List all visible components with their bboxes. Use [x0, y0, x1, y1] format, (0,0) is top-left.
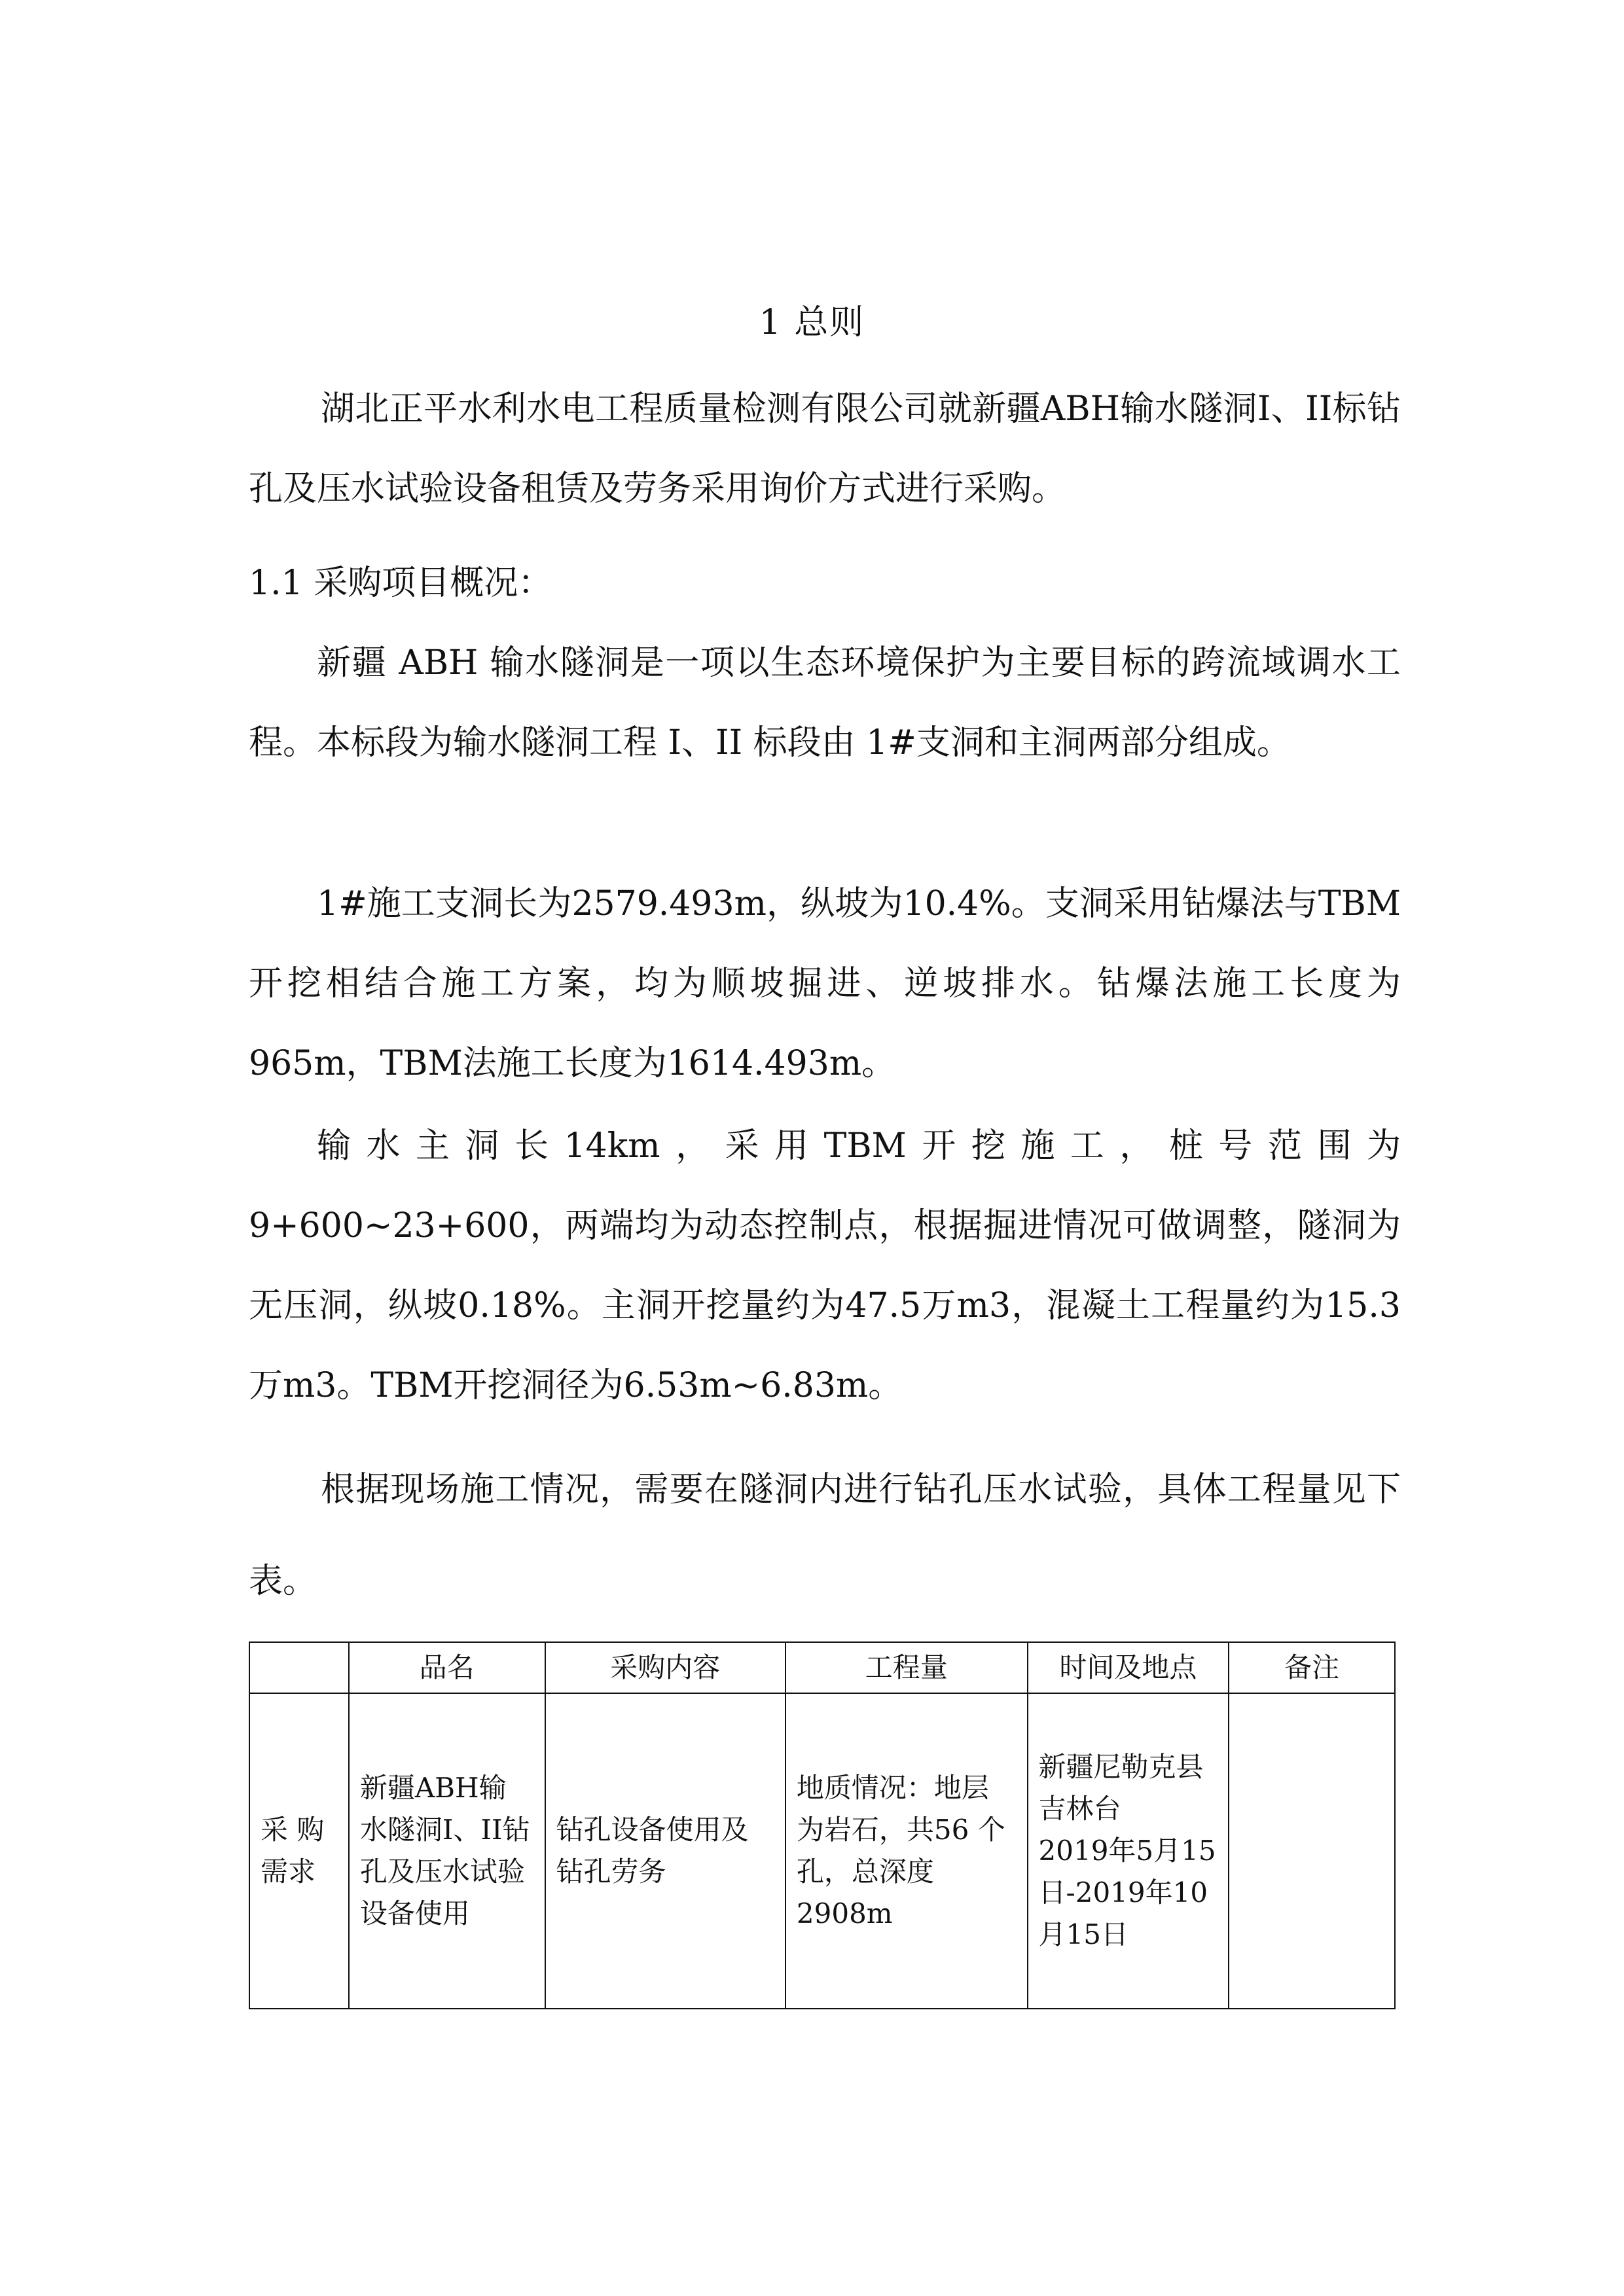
procurement-table [249, 1641, 1396, 2009]
cell-remark [1229, 1693, 1395, 2009]
header-time-place: 时间及地点 [1028, 1642, 1229, 1693]
cell-content: 钻孔设备使用及钻孔劳务 [545, 1693, 785, 2009]
subsection-heading: 1.1 采购项目概况： [249, 564, 552, 603]
overview-paragraph: 新疆 ABH 输水隧洞是一项以生态环境保护为主要目标的跨流域调水工程。本标段为输水隧洞工程 I、II 标段由 1#支洞和主洞两部分组成。 [249, 643, 1401, 762]
quantities-paragraph: 根据现场施工情况，需要在隧洞内进行钻孔压水试验，具体工程量见下表。 [249, 1470, 1401, 1601]
header-remark: 备注 [1229, 1642, 1395, 1693]
adit-paragraph: 1#施工支洞长为2579.493m，纵坡为10.4%。支洞采用钻爆法与TBM开挖相结合施工方案，均为顺坡掘进、逆坡排水。钻爆法施工长度为965m，TBM法施工长度为1614.493m。 [249, 884, 1401, 1083]
cell-product-name: 新疆ABH输水隧洞I、II钻孔及压水试验设备使用 [349, 1693, 545, 2009]
header-product-name: 品名 [349, 1642, 545, 1693]
cell-quantity: 地质情况：地层为岩石，共56 个孔，总深度2908m [785, 1693, 1028, 2009]
table-header-row [249, 1642, 1395, 1693]
row-label: 采 购 需求 [249, 1693, 349, 2009]
section-title: 1 总则 [759, 303, 865, 342]
main-tunnel-paragraph: 输水主洞长14km，采用TBM开挖施工，桩号范围为9+600~23+600，两端均为动态控制点，根据掘进情况可做调整，隧洞为无压洞，纵坡0.18%。主洞开挖量约为47.5万m3，混凝土工程量约为15.3万m3。TBM开挖洞径为6.53m~6.83m。 [249, 1126, 1401, 1405]
header-blank [249, 1642, 349, 1693]
header-quantity: 工程量 [785, 1642, 1028, 1693]
intro-paragraph: 湖北正平水利水电工程质量检测有限公司就新疆ABH输水隧洞I、II标钻孔及压水试验设备租赁及劳务采用询价方式进行采购。 [249, 389, 1401, 509]
cell-time-place: 新疆尼勒克县吉林台 2019年5月15日-2019年10月15日 [1028, 1693, 1229, 2009]
header-content: 采购内容 [545, 1642, 785, 1693]
table-row [249, 1693, 1395, 2009]
